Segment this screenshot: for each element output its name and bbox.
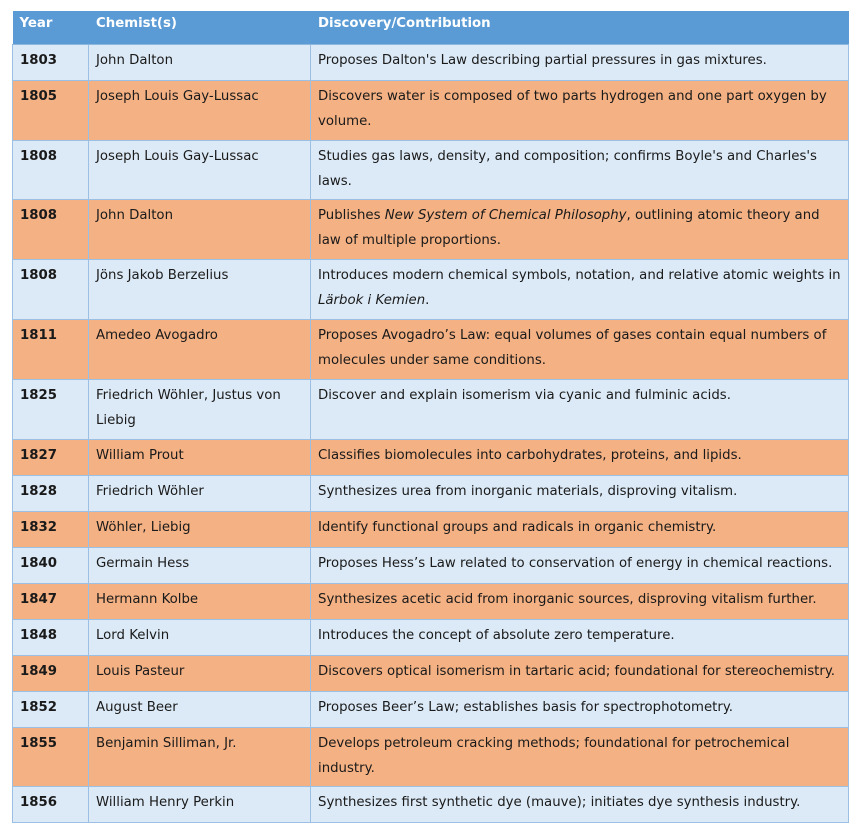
year-cell: 1832 (13, 511, 89, 547)
discovery-text: Classifies biomolecules into carbohydrates, proteins, and lipids. (318, 447, 742, 463)
discovery-cell (311, 439, 849, 475)
discovery-text: Proposes Beer’s Law; establishes basis for spectrophotometry. (318, 699, 734, 715)
year-cell: 1849 (13, 655, 89, 691)
discovery-cell (311, 691, 849, 727)
chemists-cell: William Prout (89, 439, 311, 475)
chemists-cell: Joseph Louis Gay-Lussac (89, 80, 311, 140)
table-row (13, 691, 849, 727)
chemists-cell: August Beer (89, 691, 311, 727)
header-discovery: Discovery/Contribution (311, 11, 849, 44)
discovery-cell (311, 319, 849, 379)
chemists-cell: Friedrich Wöhler (89, 475, 311, 511)
discovery-text: Studies gas laws, density, and composition; confirms Boyle's and Charles's laws. (318, 148, 817, 189)
chemists-cell: Louis Pasteur (89, 655, 311, 691)
discovery-text: , outlining atomic theory and law of multiple proportions. (318, 207, 820, 248)
year-cell: 1848 (13, 619, 89, 655)
table-row (13, 511, 849, 547)
discovery-cell (311, 259, 849, 319)
table-body (13, 44, 849, 822)
chemists-cell: Hermann Kolbe (89, 583, 311, 619)
discovery-text: Introduces the concept of absolute zero temperature. (318, 627, 675, 643)
discovery-text: . (425, 292, 430, 308)
work-title: Lärbok i Kemien (318, 292, 426, 308)
discovery-cell (311, 727, 849, 786)
year-cell: 1847 (13, 583, 89, 619)
discovery-cell (311, 475, 849, 511)
discovery-cell (311, 80, 849, 140)
table-row (13, 547, 849, 583)
discovery-text: Discover and explain isomerism via cyanic and fulminic acids. (318, 387, 731, 403)
table-row (13, 619, 849, 655)
discovery-cell (311, 511, 849, 547)
table-row (13, 727, 849, 786)
discovery-text: Synthesizes first synthetic dye (mauve); initiates dye synthesis industry. (318, 794, 801, 810)
chemistry-timeline-table-container (12, 11, 848, 823)
discovery-text: Discovers water is composed of two parts hydrogen and one part oxygen by volume. (318, 88, 827, 129)
table-row (13, 583, 849, 619)
discovery-cell (311, 199, 849, 259)
table-row (13, 475, 849, 511)
work-title: New System of Chemical Philosophy (384, 207, 627, 223)
discovery-cell (311, 44, 849, 80)
table-row (13, 140, 849, 199)
discovery-cell (311, 619, 849, 655)
year-cell: 1805 (13, 80, 89, 140)
year-cell: 1811 (13, 319, 89, 379)
chemists-cell: Friedrich Wöhler, Justus von Liebig (89, 379, 311, 439)
year-cell: 1808 (13, 199, 89, 259)
table-row (13, 319, 849, 379)
discovery-text: Discovers optical isomerism in tartaric acid; foundational for stereochemistry. (318, 663, 836, 679)
table-row (13, 786, 849, 822)
chemists-cell: William Henry Perkin (89, 786, 311, 822)
header-row (13, 11, 849, 44)
header-chemists: Chemist(s) (89, 11, 311, 44)
discovery-text: Synthesizes acetic acid from inorganic sources, disproving vitalism further. (318, 591, 817, 607)
discovery-cell (311, 786, 849, 822)
discovery-cell (311, 140, 849, 199)
discovery-text: Proposes Dalton's Law describing partial pressures in gas mixtures. (318, 52, 767, 68)
chemists-cell: Joseph Louis Gay-Lussac (89, 140, 311, 199)
chemists-cell: Benjamin Silliman, Jr. (89, 727, 311, 786)
chemists-cell: Germain Hess (89, 547, 311, 583)
year-cell: 1827 (13, 439, 89, 475)
table-row (13, 199, 849, 259)
chemists-cell: John Dalton (89, 44, 311, 80)
chemists-cell: Lord Kelvin (89, 619, 311, 655)
discovery-text: Publishes (318, 207, 385, 223)
discovery-text: Introduces modern chemical symbols, notation, and relative atomic weights in (318, 267, 841, 283)
header-year: Year (13, 11, 89, 44)
table-row (13, 80, 849, 140)
year-cell: 1808 (13, 140, 89, 199)
discovery-text: Proposes Hess’s Law related to conservation of energy in chemical reactions. (318, 555, 833, 571)
chemists-cell: Amedeo Avogadro (89, 319, 311, 379)
discovery-text: Develops petroleum cracking methods; foundational for petrochemical industry. (318, 735, 790, 776)
discovery-cell (311, 379, 849, 439)
chemists-cell: Wöhler, Liebig (89, 511, 311, 547)
year-cell: 1855 (13, 727, 89, 786)
discovery-cell (311, 583, 849, 619)
year-cell: 1825 (13, 379, 89, 439)
chemistry-timeline-table (12, 11, 849, 823)
discovery-text: Synthesizes urea from inorganic materials, disproving vitalism. (318, 483, 738, 499)
table-row (13, 259, 849, 319)
discovery-text: Identify functional groups and radicals in organic chemistry. (318, 519, 717, 535)
year-cell: 1828 (13, 475, 89, 511)
table-header (13, 11, 849, 44)
year-cell: 1840 (13, 547, 89, 583)
table-row (13, 44, 849, 80)
table-row (13, 439, 849, 475)
year-cell: 1852 (13, 691, 89, 727)
discovery-cell (311, 655, 849, 691)
table-row (13, 379, 849, 439)
chemists-cell: John Dalton (89, 199, 311, 259)
year-cell: 1856 (13, 786, 89, 822)
chemists-cell: Jöns Jakob Berzelius (89, 259, 311, 319)
discovery-cell (311, 547, 849, 583)
table-row (13, 655, 849, 691)
year-cell: 1803 (13, 44, 89, 80)
discovery-text: Proposes Avogadro’s Law: equal volumes of gases contain equal numbers of molecules under same conditions. (318, 327, 827, 368)
year-cell: 1808 (13, 259, 89, 319)
